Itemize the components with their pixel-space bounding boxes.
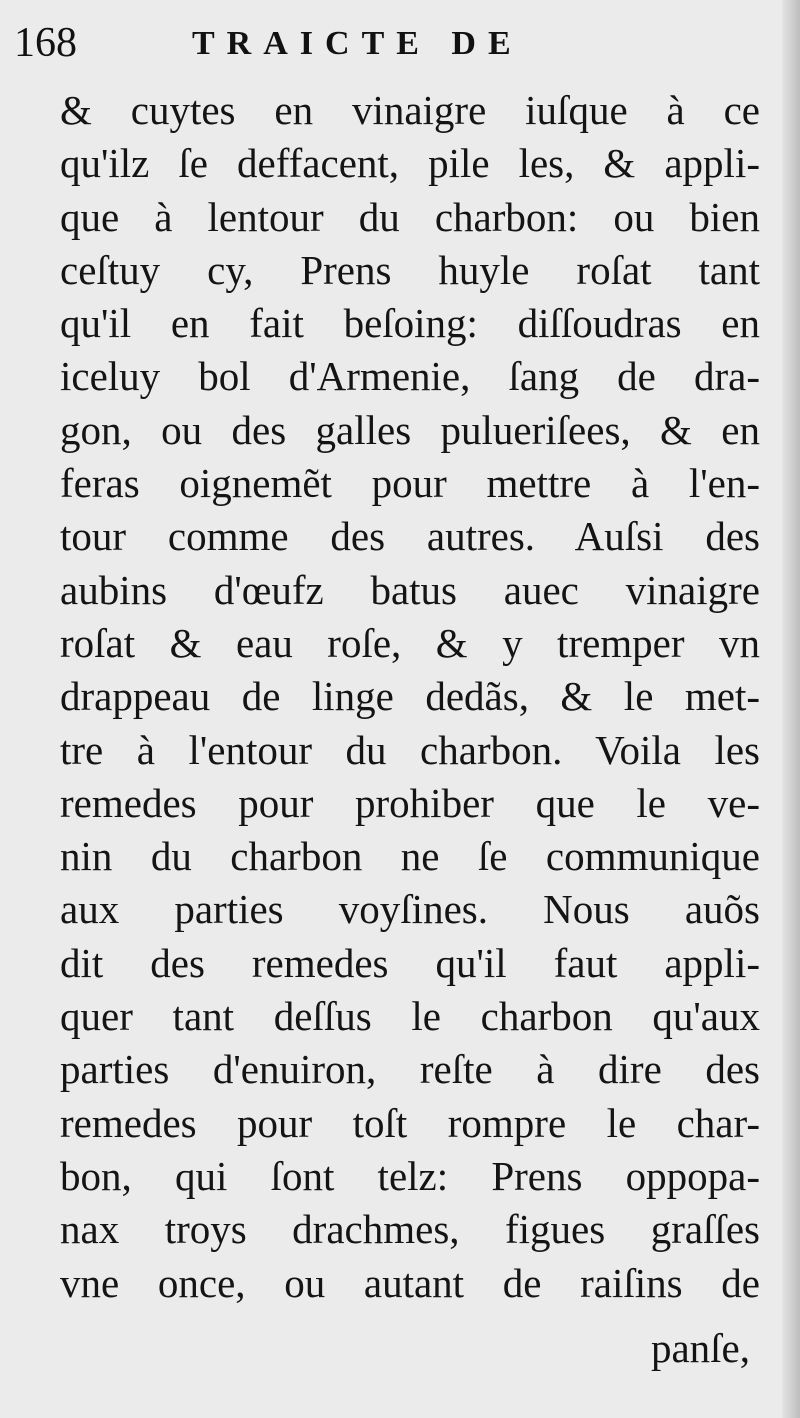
text-line: remedes pour prohiber que le ve- (60, 779, 760, 826)
text-line: gon, ou des galles pulueriſees, & en (60, 406, 760, 453)
text-line: aubins d'œufz batus auec vinaigre (60, 566, 760, 613)
text-line: qu'ilz ſe deffacent, pile les, & appli- (60, 140, 760, 187)
text-line: quer tant deſſus le charbon qu'aux (60, 993, 760, 1040)
text-line: tour comme des autres. Auſsi des (60, 513, 760, 560)
text-line: vne once, ou autant de raiſins de (60, 1259, 760, 1306)
page-header (8, 18, 768, 68)
text-line: que à lentour du charbon: ou bien (60, 193, 760, 240)
text-line: ceſtuy cy, Prens huyle roſat tant (60, 246, 760, 293)
text-line: feras oignemẽt pour mettre à l'en- (60, 460, 760, 507)
text-line: drappeau de linge dedãs, & le met- (60, 673, 760, 720)
running-head: TRAICTE DE (192, 25, 523, 62)
text-line: aux parties voyſines. Nous auõs (60, 886, 760, 933)
text-line: nax troys drachmes, figues graſſes (60, 1206, 760, 1253)
text-line: nin du charbon ne ſe communique (60, 833, 760, 880)
text-line: & cuytes en vinaigre iuſque à ce (60, 87, 760, 133)
text-line: remedes pour toſt rompre le char- (60, 1099, 760, 1146)
text-line: dit des remedes qu'il faut appli- (60, 939, 760, 986)
text-line: parties d'enuiron, reſte à dire des (60, 1046, 760, 1093)
text-line: bon, qui ſont telz: Prens oppopa- (60, 1152, 760, 1199)
text-line: iceluy bol d'Armenie, ſang de dra- (60, 353, 760, 400)
body-text (60, 84, 760, 1310)
text-line: qu'il en fait beſoing: diſſoudras en (60, 300, 760, 347)
catchword: panſe, (650, 1325, 750, 1371)
text-line: roſat & eau roſe, & y tremper vn (60, 619, 760, 666)
text-line: tre à l'entour du charbon. Voila les (60, 726, 760, 773)
page-number: 168 (14, 20, 77, 66)
page-gutter-shadow (782, 0, 800, 1418)
